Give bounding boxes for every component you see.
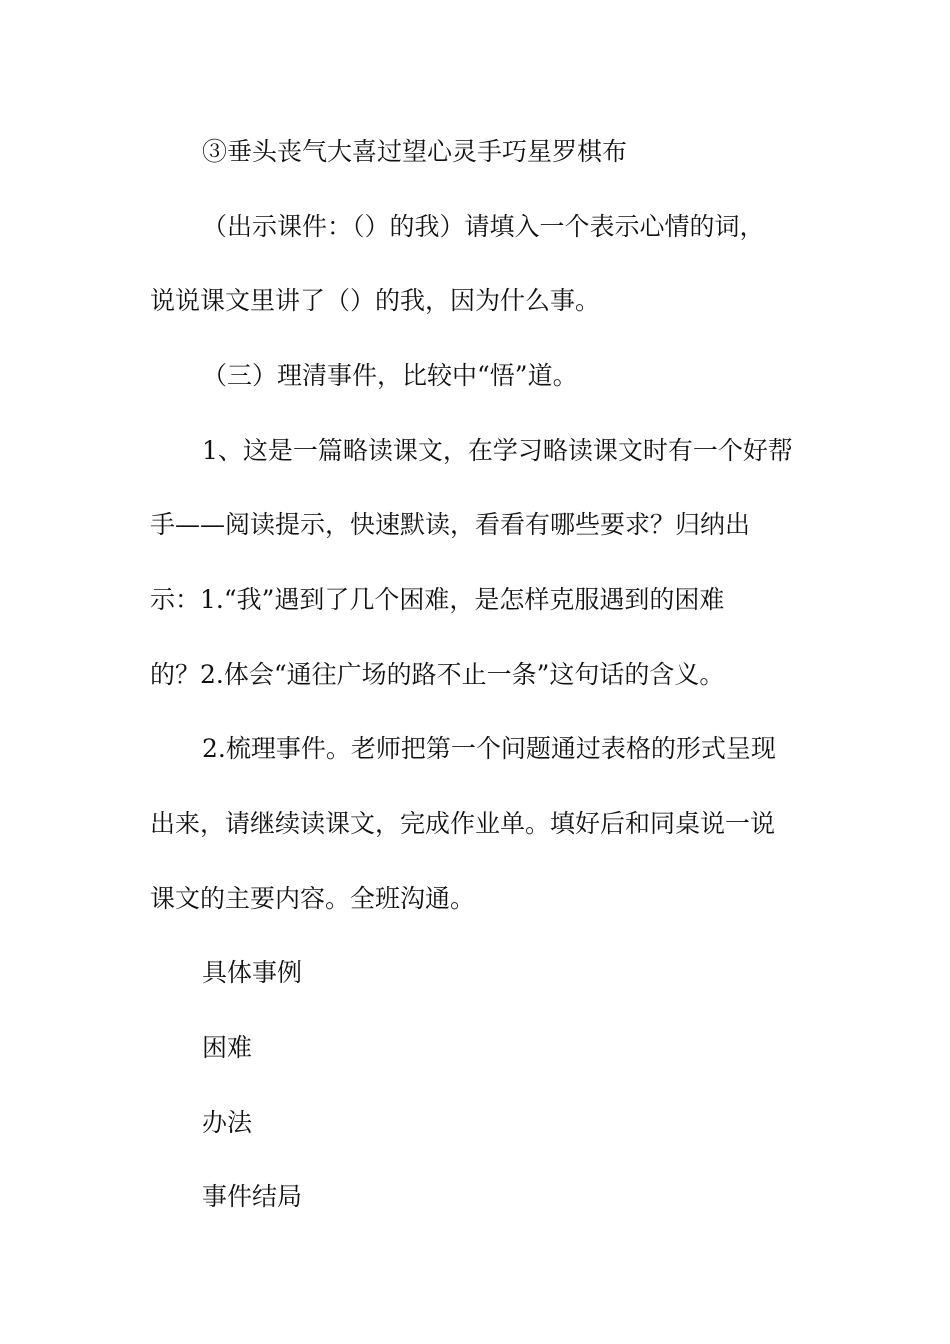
section-heading-3: （三）理清事件，比较中“悟”道。 xyxy=(202,361,578,390)
paragraph-1-line-4: 的？2.体会“通往广场的路不止一条”这句话的含义。 xyxy=(150,660,725,689)
idiom-list-line: ③垂头丧气大喜过望心灵手巧星罗棋布 xyxy=(202,137,628,166)
paragraph-1-line-2: 手——阅读提示，快速默读，看看有哪些要求？归纳出 xyxy=(150,510,751,539)
table-item-difficulty: 困难 xyxy=(202,1033,253,1062)
paragraph-1-line-1: 1、这是一篇略读课文，在学习略读课文时有一个好帮 xyxy=(202,436,793,465)
table-item-method: 办法 xyxy=(202,1108,253,1137)
courseware-prompt-line-1: （出示课件：（）的我）请填入一个表示心情的词， xyxy=(202,212,765,241)
table-item-outcome: 事件结局 xyxy=(202,1182,303,1211)
paragraph-2-line-3: 课文的主要内容。全班沟通。 xyxy=(150,884,476,913)
paragraph-2-line-1: 2.梳理事件。老师把第一个问题通过表格的形式呈现 xyxy=(202,734,776,763)
table-item-examples: 具体事例 xyxy=(202,958,303,987)
paragraph-1-line-3: 示：1.“我”遇到了几个困难，是怎样克服遇到的困难 xyxy=(150,585,725,614)
paragraph-2-line-2: 出来，请继续读课文，完成作业单。填好后和同桌说一说 xyxy=(150,809,776,838)
courseware-prompt-line-2: 说说课文里讲了（）的我，因为什么事。 xyxy=(150,286,601,315)
